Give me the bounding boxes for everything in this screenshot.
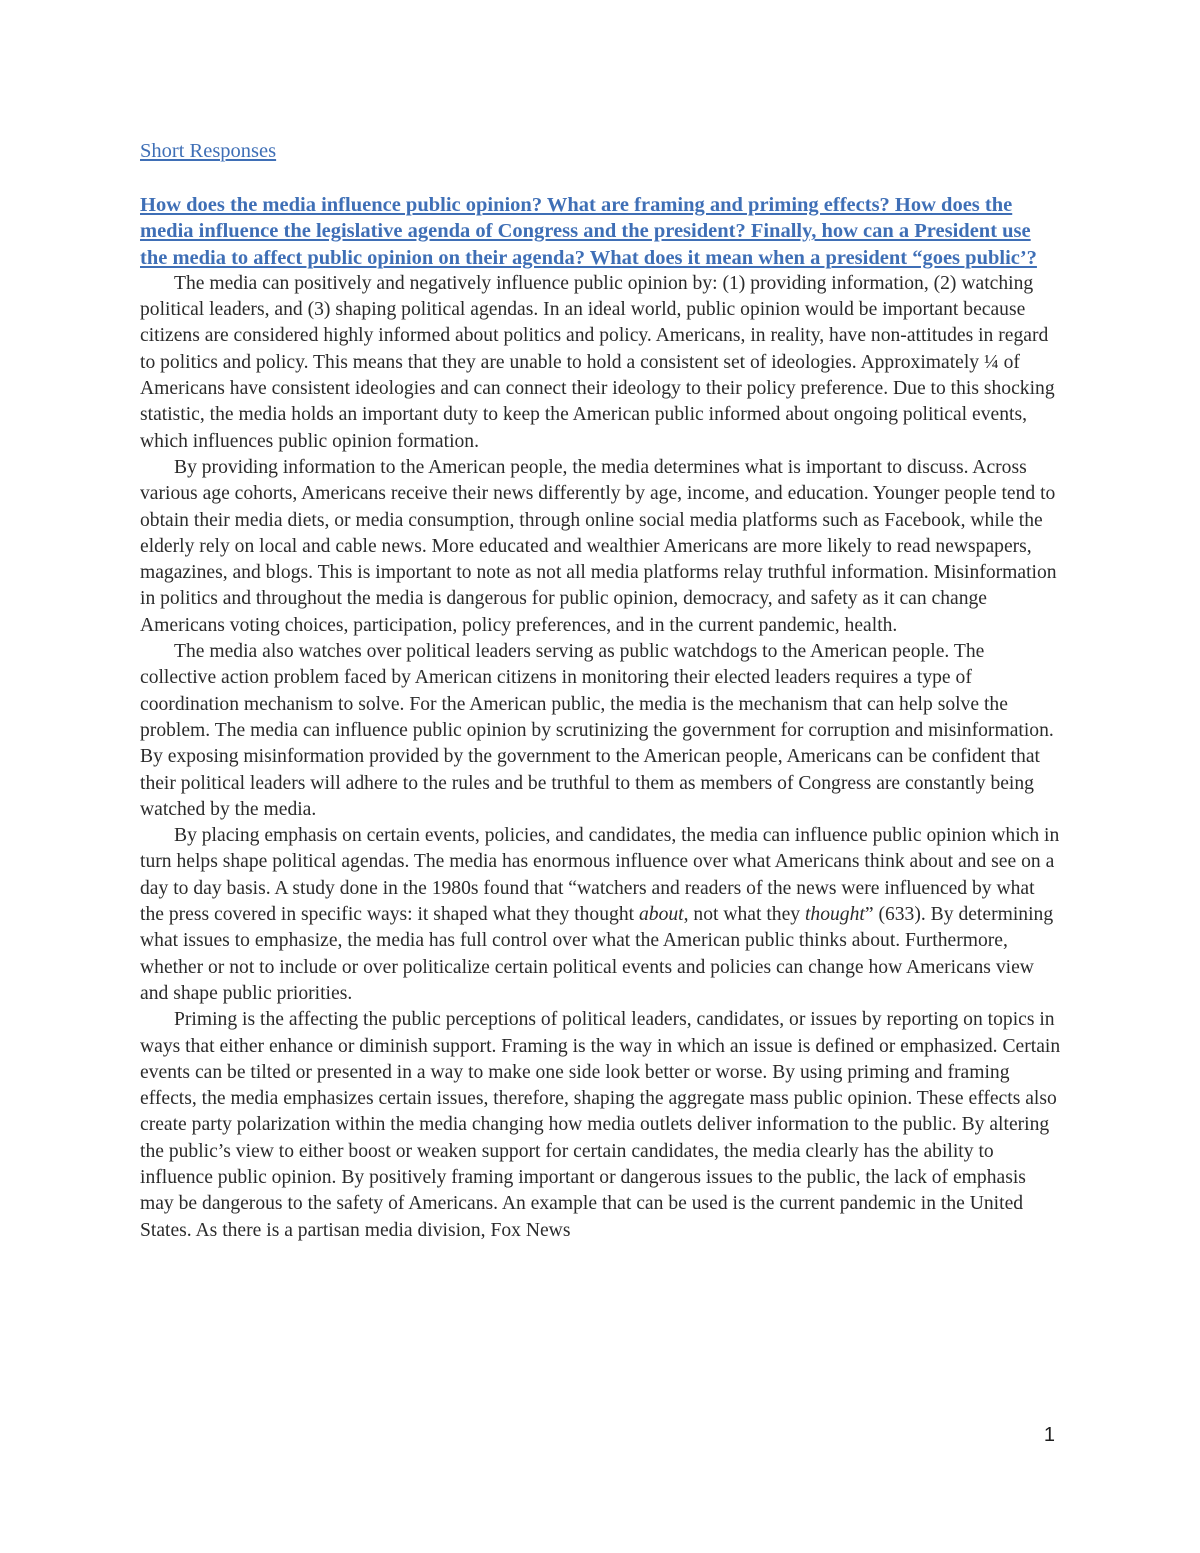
paragraph-4 (140, 823, 1062, 1007)
paragraph-4-part-a: By placing emphasis on certain events, policies, and candidates, the media can influence public opinion which in turn helps shape political agendas. The media has enormous influence over what Americans think about and see on a day to day basis. A study done in the 1980s found that “watchers and readers of the news were influenced by what the press covered in specific ways: it shaped what they thought (140, 825, 1060, 926)
question-heading: How does the media influence public opinion? What are framing and priming effects? How does the media influence the legislative agenda of Congress and the president? Finally, how can a President use the media to affect public opinion on their agenda? What does it mean when a president “goes public’? (140, 194, 1037, 269)
paragraph-4-part-c: ” (633). By determining what issues to emphasize, the media has full control over what the American public thinks about. Furthermore, whether or not to include or over politicalize certain political events and policies can change how Americans view and shape public priorities. (140, 904, 1054, 1004)
page-number: 1 (1043, 1424, 1055, 1446)
paragraph-4-emphasis-about: about (638, 904, 684, 926)
section-title: Short Responses (140, 140, 277, 162)
paragraph-4-emphasis-thought: thought (804, 904, 865, 926)
paragraph-3: The media also watches over political leaders serving as public watchdogs to the American people. The collective action problem faced by American citizens in monitoring their elected leaders requires a type of coordination mechanism to solve. For the American public, the media is the mechanism that can help solve the problem. The media can influence public opinion by scrutinizing the government for corruption and misinformation. By exposing misinformation provided by the government to the American people, Americans can be confident that their political leaders will adhere to the rules and be truthful to them as members of Congress are constantly being watched by the media. (140, 641, 1054, 820)
document-body (140, 138, 1062, 1244)
paragraph-1: The media can positively and negatively influence public opinion by: (1) providing information, (2) watching political leaders, and (3) shaping political agendas. In an ideal world, public opinion would be important because citizens are considered highly informed about politics and policy. Americans, in reality, have non-attitudes in regard to politics and policy. This means that they are unable to hold a consistent set of ideologies. Approximately ¼ of Americans have consistent ideologies and can connect their ideology to their policy preference. Due to this shocking statistic, the media holds an important duty to keep the American public informed about ongoing political events, which influences public opinion formation. (140, 272, 1055, 452)
paragraph-4-part-b: , not what they (683, 904, 805, 926)
paragraph-5: Priming is the affecting the public perceptions of political leaders, candidates, or issues by reporting on topics in ways that either enhance or diminish support. Framing is the way in which an issue is defined or emphasized. Certain events can be tilted or presented in a way to make one side look better or worse. By using priming and framing effects, the media emphasizes certain issues, therefore, shaping the aggregate mass public opinion. These effects also create party polarization within the media changing how media outlets deliver information to the public. By altering the public’s view to either boost or weaken support for certain candidates, the media clearly has the ability to influence public opinion. By positively framing important or dangerous issues to the public, the lack of emphasis may be dangerous to the safety of Americans. An example that can be used is the current pandemic in the United States. As there is a partisan media division, Fox News (140, 1009, 1061, 1241)
paragraph-2: By providing information to the American people, the media determines what is important to discuss. Across various age cohorts, Americans receive their news differently by age, income, and education. Younger people tend to obtain their media diets, or media consumption, through online social media platforms such as Facebook, while the elderly rely on local and cable news. More educated and wealthier Americans are more likely to read newspapers, magazines, and blogs. This is important to note as not all media platforms relay truthful information. Misinformation in politics and throughout the media is dangerous for public opinion, democracy, and safety as it can change Americans voting choices, participation, policy preferences, and in the current pandemic, health. (140, 456, 1057, 636)
